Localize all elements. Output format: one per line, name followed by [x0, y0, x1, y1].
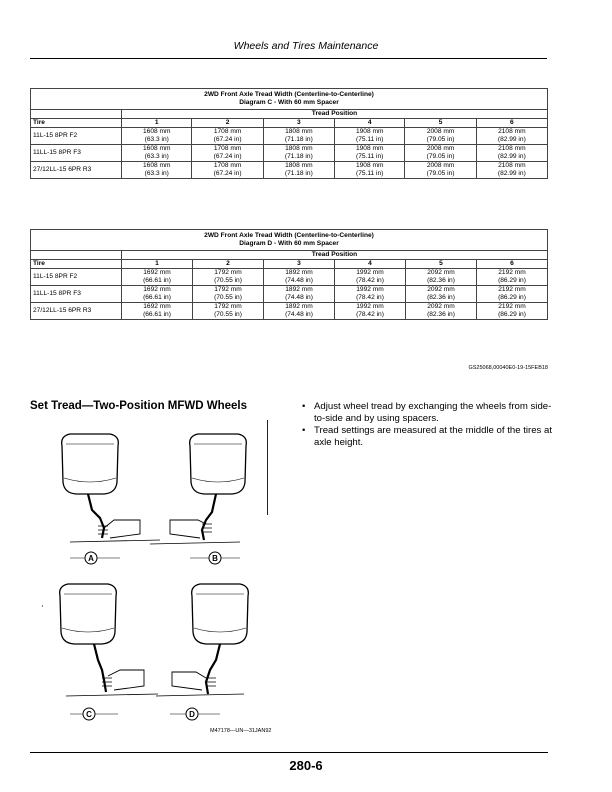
tread-cell [334, 128, 404, 145]
tread-cell [193, 286, 264, 303]
mm-value: 2008 mm [426, 162, 455, 169]
inch-value: (86.29 in) [498, 311, 526, 318]
callout-label-c: C [86, 710, 92, 719]
position-header: 4 [334, 119, 404, 128]
mm-value: 1892 mm [285, 269, 313, 276]
mm-value: 1692 mm [143, 286, 171, 293]
inch-value: (70.55 in) [214, 277, 242, 284]
position-header: 4 [335, 260, 406, 269]
tire-cell: 27/12LL-15 6PR R3 [31, 303, 122, 320]
bullet-icon: • [302, 401, 306, 412]
tread-cell [335, 303, 406, 320]
position-header: 1 [122, 260, 193, 269]
wheel-diagram-d [156, 584, 248, 720]
inch-value: (75.11 in) [356, 136, 384, 143]
tread-cell [192, 128, 263, 145]
table-row [31, 128, 548, 145]
mm-value: 1908 mm [355, 162, 384, 169]
inch-value: (78.42 in) [356, 277, 384, 284]
mm-value: 2108 mm [498, 145, 526, 152]
mm-value: 1708 mm [213, 162, 242, 169]
tread-cell [334, 162, 404, 179]
inch-value: (74.48 in) [285, 311, 313, 318]
inch-value: (63.3 in) [144, 153, 169, 160]
table-row [31, 303, 548, 320]
list-item [300, 401, 560, 424]
inch-value: (67.24 in) [213, 136, 242, 143]
tread-cell [476, 162, 547, 179]
tread-cell [406, 286, 477, 303]
bullet-icon: • [302, 425, 306, 436]
mm-value: 2108 mm [498, 162, 526, 169]
mm-value: 1708 mm [213, 145, 242, 152]
page-header-title: Wheels and Tires Maintenance [233, 40, 379, 52]
page-number: 280-6 [289, 758, 323, 773]
mm-value: 1992 mm [356, 286, 384, 293]
inch-value: (79.05 in) [426, 136, 455, 143]
instruction-list [300, 401, 560, 449]
tread-cell [192, 145, 263, 162]
wheel-diagram-b [150, 434, 246, 564]
tread-cell [193, 303, 264, 320]
tire-cell: 11L-15 8PR F2 [31, 269, 122, 286]
callout-label-d: D [189, 710, 195, 719]
tread-cell [405, 128, 476, 145]
inch-value: (86.29 in) [498, 294, 526, 301]
tire-column-header: Tire [31, 260, 122, 269]
mm-value: 1792 mm [214, 286, 242, 293]
tread-cell [122, 303, 193, 320]
mm-value: 2092 mm [427, 269, 455, 276]
mm-value: 1692 mm [143, 303, 171, 310]
table-caption-line1: 2WD Front Axle Tread Width (Centerline-to-Centerline) [204, 232, 374, 239]
wheel-diagram-c [42, 584, 158, 720]
mm-value: 1608 mm [142, 128, 171, 135]
table-caption [31, 230, 548, 251]
position-header: 5 [406, 260, 477, 269]
mm-value: 2092 mm [427, 286, 455, 293]
inch-value: (75.11 in) [356, 153, 384, 160]
mm-value: 1608 mm [142, 162, 171, 169]
mm-value: 2192 mm [498, 286, 526, 293]
list-item [300, 425, 560, 448]
mm-value: 1908 mm [355, 145, 384, 152]
inch-value: (82.36 in) [427, 294, 455, 301]
header-rule [30, 58, 547, 59]
table-row [31, 286, 548, 303]
wheel-position-figure [30, 420, 280, 740]
callout-label-a: A [88, 554, 94, 563]
inch-value: (70.55 in) [214, 294, 242, 301]
tread-cell [192, 162, 263, 179]
mm-value: 2108 mm [498, 128, 526, 135]
tread-cell [477, 286, 548, 303]
tread-table-diagram-c [30, 88, 548, 179]
table-caption-line2: Diagram D - With 60 mm Spacer [239, 240, 339, 247]
mm-value: 2192 mm [498, 269, 526, 276]
figure-code: M47178—UN—31JAN92 [210, 728, 272, 734]
tread-cell [193, 269, 264, 286]
tire-cell: 11L-15 8PR F2 [31, 128, 122, 145]
position-header: 3 [264, 260, 335, 269]
inch-value: (71.18 in) [284, 170, 313, 177]
tread-cell [477, 303, 548, 320]
tread-cell [476, 128, 547, 145]
tread-cell [264, 286, 335, 303]
table-caption [31, 89, 548, 110]
tread-cell [406, 303, 477, 320]
tread-cell [263, 145, 334, 162]
list-item-text: Adjust wheel tread by exchanging the wheels from side-to-side and by using spacers. [314, 401, 552, 424]
position-header: 6 [476, 119, 547, 128]
mm-value: 1808 mm [285, 162, 313, 169]
table-corner-cell [31, 251, 122, 260]
inch-value: (82.36 in) [427, 277, 455, 284]
table-row [31, 145, 548, 162]
tread-cell [477, 269, 548, 286]
mm-value: 1908 mm [355, 128, 384, 135]
mm-value: 1892 mm [285, 303, 313, 310]
tread-position-header: Tread Position [122, 251, 548, 260]
tread-cell [122, 145, 192, 162]
tread-table-diagram-d [30, 229, 548, 320]
table-row [31, 162, 548, 179]
inch-value: (74.48 in) [285, 294, 313, 301]
tire-cell: 27/12LL-15 6PR R3 [31, 162, 122, 179]
tread-cell [122, 128, 192, 145]
inch-value: (71.18 in) [284, 136, 313, 143]
inch-value: (82.36 in) [427, 311, 455, 318]
inch-value: (82.99 in) [497, 170, 526, 177]
wheel-diagram-a [62, 434, 160, 564]
mm-value: 1792 mm [214, 303, 242, 310]
mm-value: 1892 mm [285, 286, 313, 293]
inch-value: (66.61 in) [143, 311, 171, 318]
tread-cell [334, 145, 404, 162]
position-header: 2 [192, 119, 263, 128]
tread-cell [263, 128, 334, 145]
mm-value: 2092 mm [427, 303, 455, 310]
inch-value: (70.55 in) [214, 311, 242, 318]
mm-value: 1992 mm [356, 303, 384, 310]
position-header: 2 [193, 260, 264, 269]
inch-value: (78.42 in) [356, 294, 384, 301]
tread-cell [122, 269, 193, 286]
table-caption-line2: Diagram C - With 60 mm Spacer [239, 99, 339, 106]
footer-rule [30, 752, 548, 753]
section-title: Set Tread—Two-Position MFWD Wheels [30, 400, 248, 412]
inch-value: (63.3 in) [144, 170, 169, 177]
mm-value: 1808 mm [285, 128, 313, 135]
inch-value: (71.18 in) [284, 153, 313, 160]
inch-value: (67.24 in) [213, 153, 242, 160]
inch-value: (74.48 in) [285, 277, 313, 284]
table-corner-cell [31, 110, 122, 119]
mm-value: 1708 mm [213, 128, 242, 135]
tread-cell [406, 269, 477, 286]
tire-column-header: Tire [31, 119, 122, 128]
list-item-text: Tread settings are measured at the middle of the tires at axle height. [314, 425, 553, 448]
tread-cell [122, 286, 193, 303]
mm-value: 1608 mm [142, 145, 171, 152]
reference-code: GS25068,00040E0-19-15FEB18 [468, 365, 548, 371]
position-header: 1 [122, 119, 192, 128]
tread-cell [405, 162, 476, 179]
table-row [31, 269, 548, 286]
mm-value: 2008 mm [426, 145, 455, 152]
position-header: 6 [477, 260, 548, 269]
tread-cell [264, 269, 335, 286]
tread-cell [335, 286, 406, 303]
mm-value: 1992 mm [356, 269, 384, 276]
inch-value: (79.05 in) [426, 170, 455, 177]
callout-label-b: B [212, 554, 218, 563]
mm-value: 1792 mm [214, 269, 242, 276]
tread-cell [476, 145, 547, 162]
inch-value: (63.3 in) [144, 136, 169, 143]
position-header: 5 [405, 119, 476, 128]
tread-cell [405, 145, 476, 162]
inch-value: (67.24 in) [213, 170, 242, 177]
inch-value: (75.11 in) [356, 170, 384, 177]
tread-cell [335, 269, 406, 286]
inch-value: (66.61 in) [143, 294, 171, 301]
mm-value: 1808 mm [285, 145, 313, 152]
mm-value: 2008 mm [426, 128, 455, 135]
tread-position-header: Tread Position [122, 110, 548, 119]
table-caption-line1: 2WD Front Axle Tread Width (Centerline-to-Centerline) [204, 91, 374, 98]
inch-value: (82.99 in) [497, 136, 526, 143]
tire-cell: 11LL-15 8PR F3 [31, 145, 122, 162]
inch-value: (78.42 in) [356, 311, 384, 318]
mm-value: 1692 mm [143, 269, 171, 276]
mm-value: 2192 mm [498, 303, 526, 310]
tread-cell [264, 303, 335, 320]
tread-cell [263, 162, 334, 179]
tire-cell: 11LL-15 8PR F3 [31, 286, 122, 303]
position-header: 3 [263, 119, 334, 128]
inch-value: (82.99 in) [497, 153, 526, 160]
tread-cell [122, 162, 192, 179]
inch-value: (79.05 in) [426, 153, 455, 160]
inch-value: (86.29 in) [498, 277, 526, 284]
inch-value: (66.61 in) [143, 277, 171, 284]
